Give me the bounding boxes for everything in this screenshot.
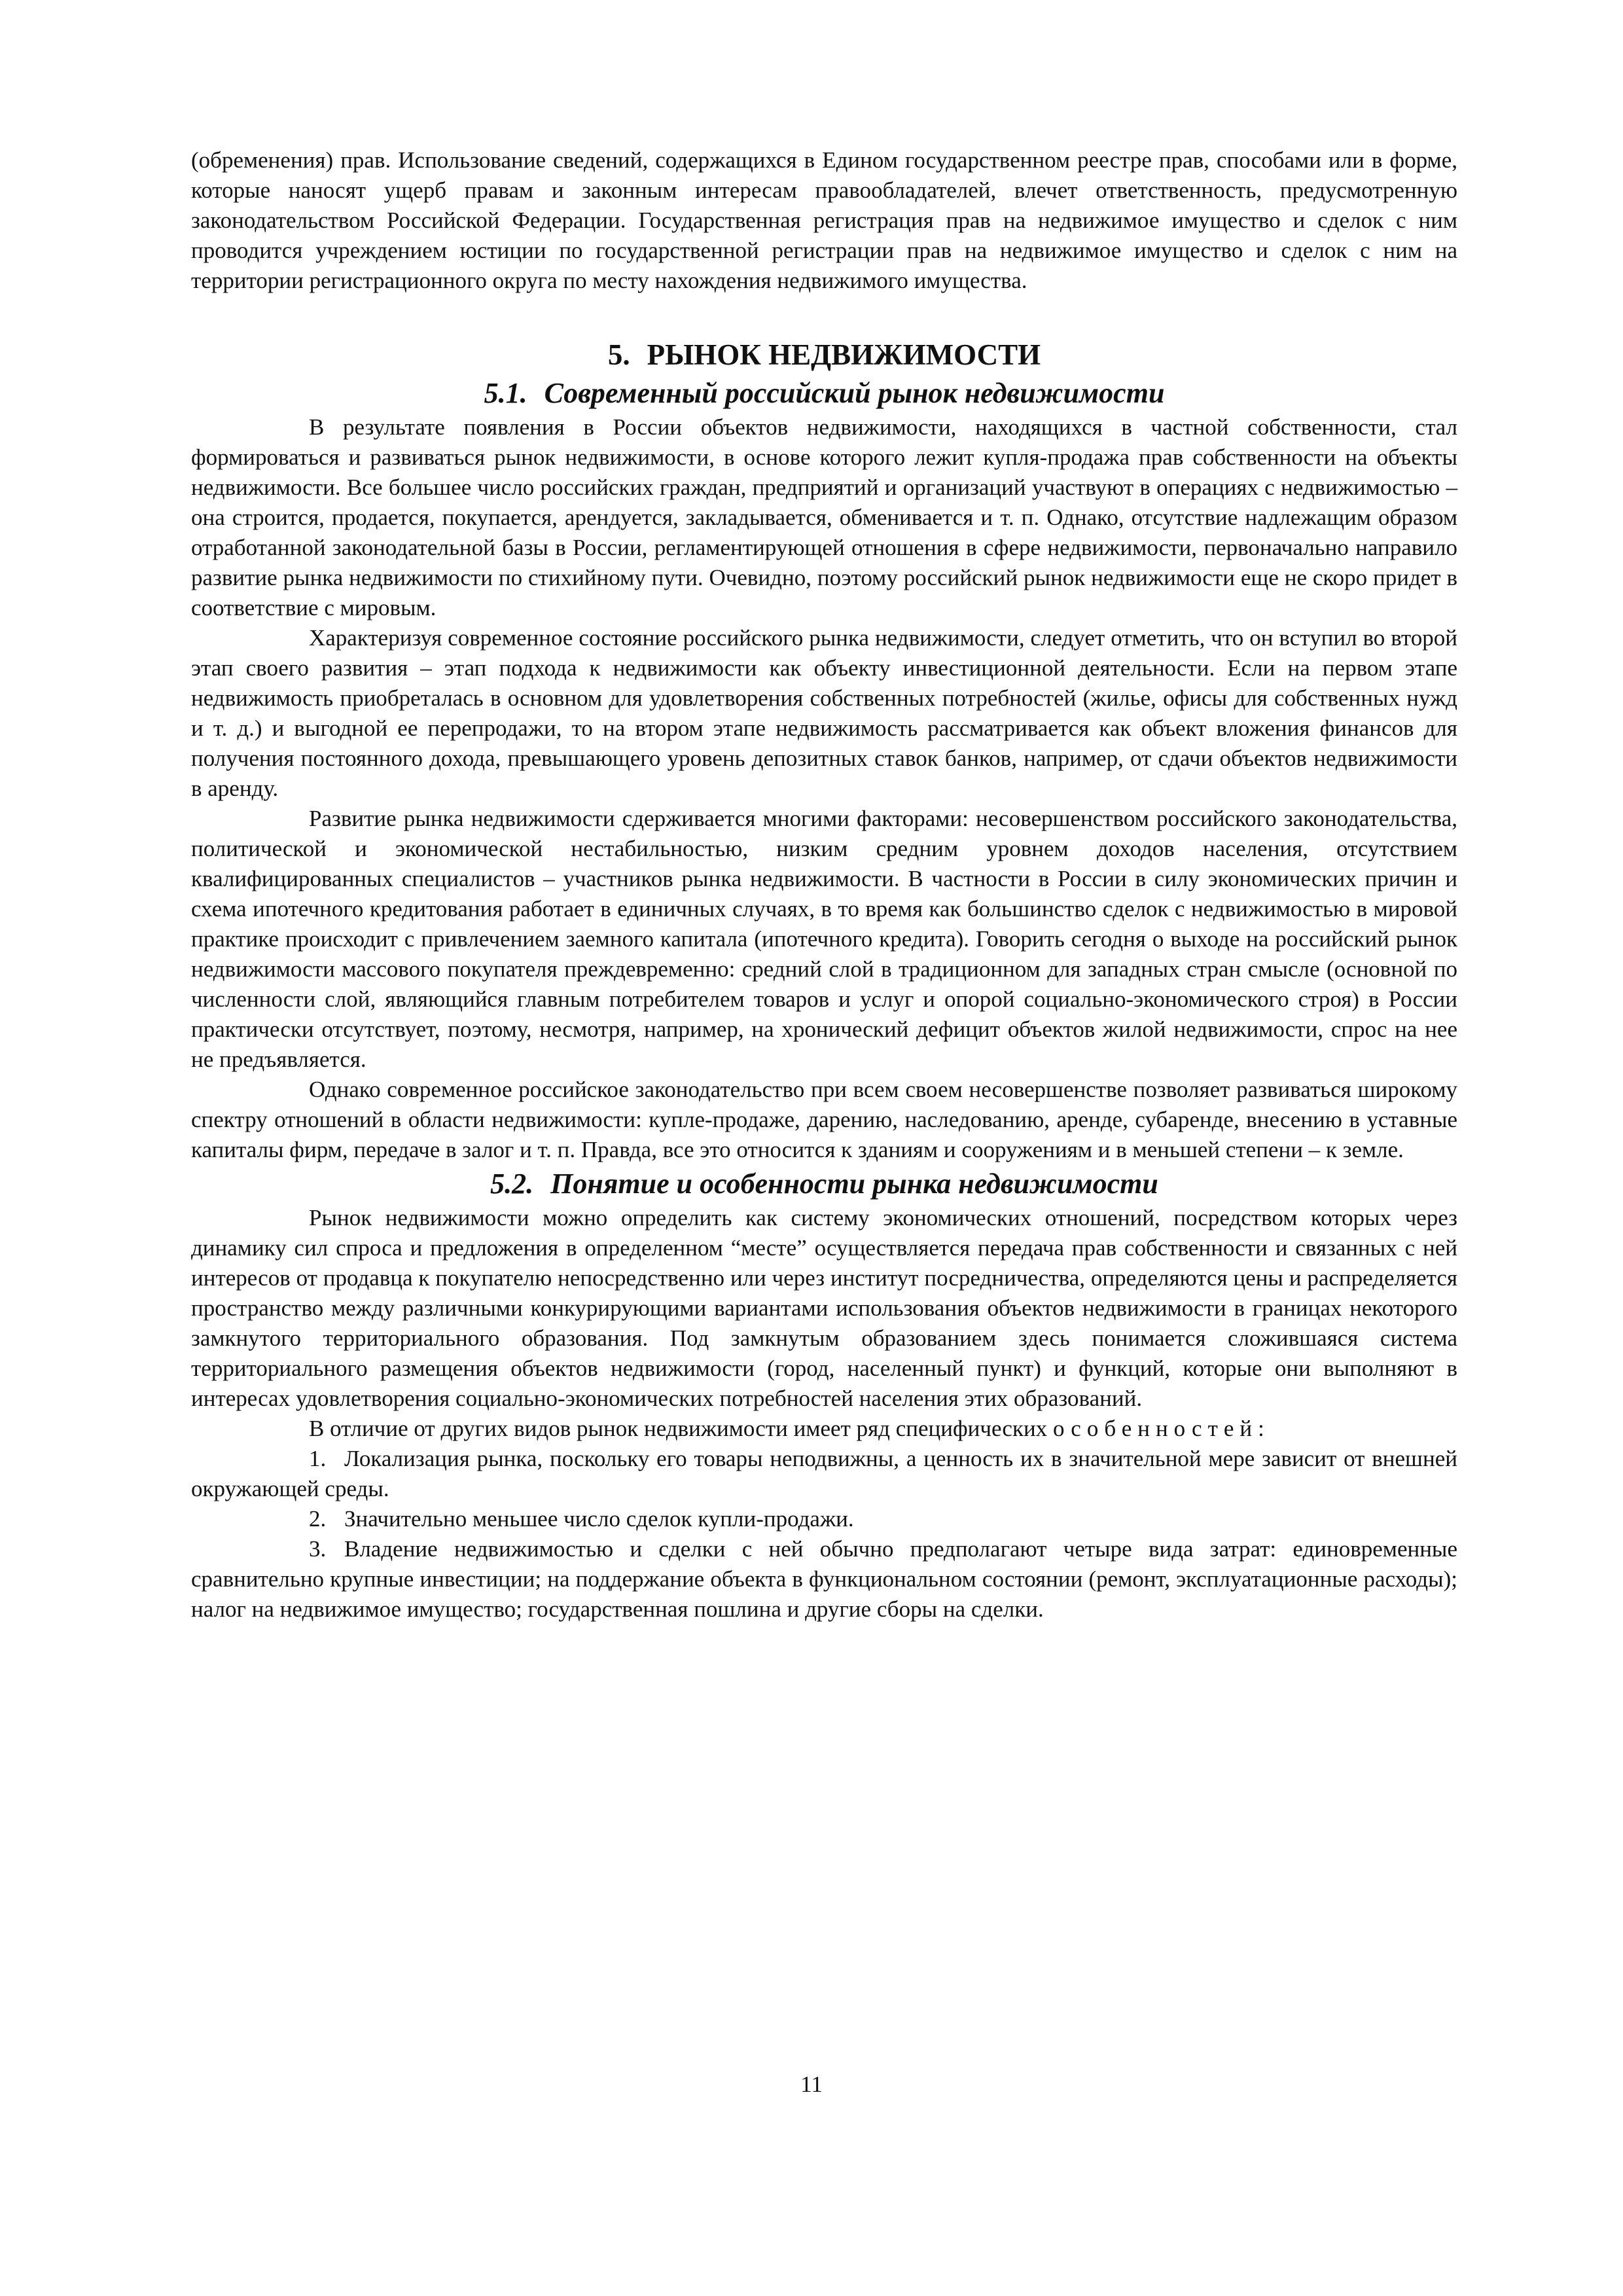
feature-number: 2.: [309, 1506, 327, 1532]
section-1-paragraph: Характеризуя современное состояние российского рынка недвижимости, следует отметить, что он вступил во второй этап своего развития – этап подхода к недвижимости как объекту инвестиционной деятельности. Если на первом этапе недвижимость приобреталась в основном для удовлетворения собственных потребностей (жилье, офисы для собственных нужд и т. д.) и выгодной ее перепродажи, то на втором этапе недвижимость рассматривается как объект вложения финансов для получения постоянного дохода, превышающего уровень депозитных ставок банков, например, от сдачи объектов недвижимости в аренду.: [191, 625, 1457, 801]
section-2-number: 5.2.: [490, 1168, 534, 1200]
feature-text: Локализация рынка, поскольку его товары неподвижны, а ценность их в значительной мере зависит от внешней окружающей среды.: [191, 1446, 1457, 1501]
feature-list-item: [191, 1444, 1457, 1504]
section-1-paragraph: В результате появления в России объектов недвижимости, находящихся в частной собственности, стал формироваться и развиваться рынок недвижимости, в основе которого лежит купля-продажа прав собственности на объекты недвижимости. Все большее число российских граждан, предприятий и организаций участвуют в операциях с недвижимостью – она строится, продается, покупается, арендуется, закладывается, обменивается и т. п. Однако, отсутствие надлежащим образом отработанной законодательной базы в России, регламентирующей отношения в сфере недвижимости, первоначально направило развитие рынка недвижимости по стихийному пути. Очевидно, поэтому российский рынок недвижимости еще не скоро придет в соответствие с мировым.: [191, 414, 1457, 620]
feature-number: 1.: [309, 1446, 327, 1471]
feature-text: Значительно меньшее число сделок купли-продажи.: [344, 1506, 854, 1532]
section-1-title: [191, 374, 1457, 412]
section-2-title-text: Понятие и особенности рынка недвижимости: [550, 1168, 1158, 1200]
feature-list-item: [191, 1534, 1457, 1624]
section-2-title: [191, 1165, 1457, 1203]
feature-list-item: [191, 1504, 1457, 1534]
page-number: 11: [800, 2072, 823, 2097]
feature-text: Владение недвижимостью и сделки с ней обычно предполагают четыре вида затрат: единовременные сравнительно крупные инвестиции; на поддержание объекта в функциональном состоянии (ремонт, эксплуатационные расходы); налог на недвижимое имущество; государственная пошлина и другие сборы на сделки.: [191, 1536, 1457, 1622]
chapter-title-text: РЫНОК НЕДВИЖИМОСТИ: [647, 338, 1041, 371]
features-intro: [191, 1414, 1457, 1444]
section-1-paragraph: Развитие рынка недвижимости сдерживается многими факторами: несовершенством российского законодательства, политической и экономической нестабильностью, низким средним уровнем доходов населения, отсутствием квалифицированных специалистов – участников рынка недвижимости. В частности в России в силу экономических причин и схема ипотечного кредитования работает в единичных случаях, в то время как большинство сделок с недвижимостью в мировой практике происходит с привлечением заемного капитала (ипотечного кредита). Говорить сегодня о выходе на российский рынок недвижимости массового покупателя преждевременно: средний слой в традиционном для западных стран смысле (основной по численности слой, являющийся главным потребителем товаров и услуг и опорой социально-экономического строя) в России практически отсутствует, поэтому, несмотря, например, на хронический дефицит объектов жилой недвижимости, спрос на нее не предъявляется.: [191, 806, 1457, 1072]
intro-paragraph: (обременения) прав. Использование сведений, содержащихся в Едином государственном реестре прав, способами или в форме, которые наносят ущерб правам и законным интересам правообладателей, влечет ответственность, предусмотренную законодательством Российской Федерации. Государственная регистрация прав на недвижимое имущество и сделок с ним проводится учреждением юстиции по государственной регистрации прав на недвижимое имущество и сделок с ним на территории регистрационного округа по месту нахождения недвижимого имущества.: [191, 147, 1457, 293]
chapter-number: 5.: [607, 338, 630, 371]
features-colon: :: [1258, 1416, 1264, 1441]
section-1-paragraph: Однако современное российское законодательство при всем своем несовершенстве позволяет развиваться широкому спектру отношений в области недвижимости: купле-продаже, дарению, наследованию, аренде, субаренде, внесению в уставные капиталы фирм, передаче в залог и т. п. Правда, все это относится к зданиям и сооружениям и в меньшей степени – к земле.: [191, 1077, 1457, 1162]
features-emphasis: особенностей: [1052, 1416, 1258, 1441]
page-content: [191, 145, 1457, 1624]
chapter-title: [191, 335, 1457, 374]
features-intro-text: В отличие от других видов рынок недвижимости имеет ряд специфических: [309, 1416, 1048, 1441]
section-1-title-text: Современный российский рынок недвижимости: [544, 377, 1165, 409]
section-1-number: 5.1.: [484, 377, 527, 409]
feature-number: 3.: [309, 1536, 327, 1562]
section-2-paragraph: Рынок недвижимости можно определить как систему экономических отношений, посредством которых через динамику сил спроса и предложения в определенном “месте” осуществляется передача прав собственности и связанных с ней интересов от продавца к покупателю непосредственно или через институт посредничества, определяются цены и распределяется пространство между различными конкурирующими вариантами использования объектов недвижимости в границах некоторого замкнутого территориального образования. Под замкнутым образованием здесь понимается сложившаяся система территориального размещения объектов недвижимости (город, населенный пункт) и функций, которые они выполняют в интересах удовлетворения социально-экономических потребностей населения этих образований.: [191, 1205, 1457, 1411]
